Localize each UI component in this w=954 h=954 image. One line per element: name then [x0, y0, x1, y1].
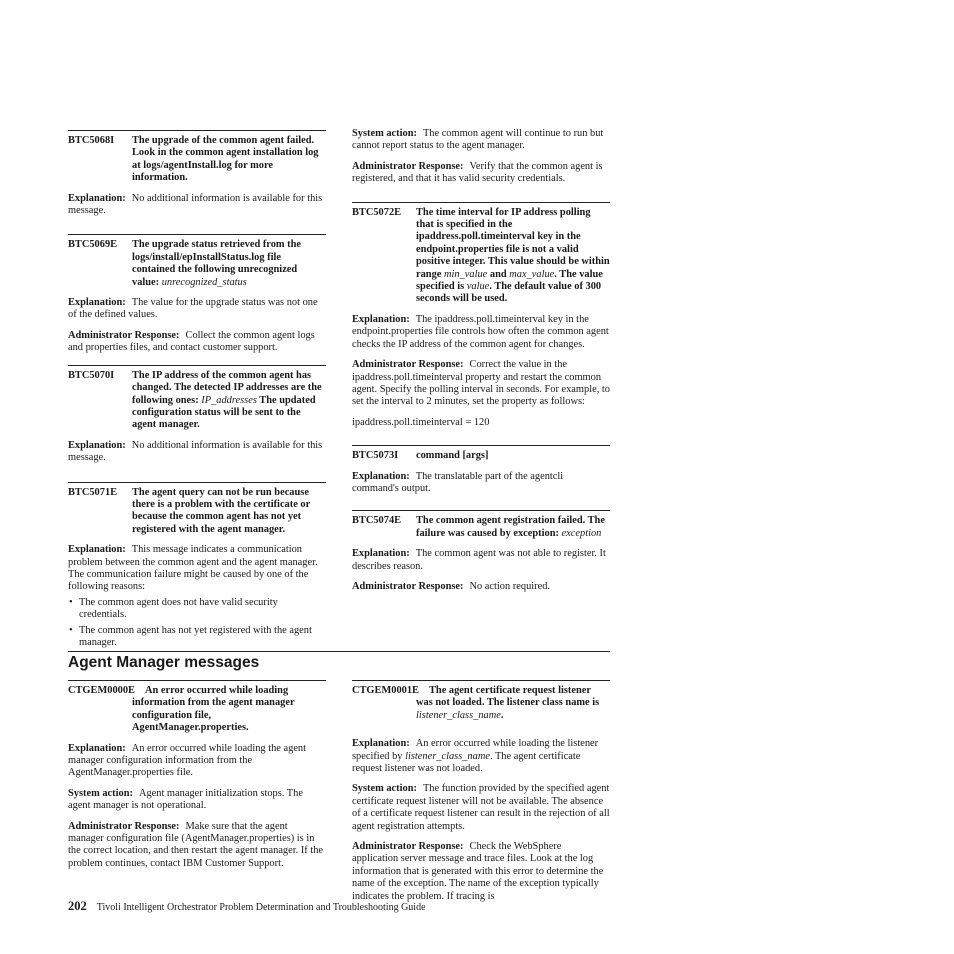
message-ctgem0000e [68, 680, 326, 870]
administrator-response: Administrator Response: Correct the value in the ipaddress.poll.timeinterval property and restart the common agent. Specify the polling interval in seconds. For example, to set the interval to 2 minutes, set the property as follows: [352, 359, 610, 408]
explanation: Explanation: The translatable part of the agentcli command's output. [352, 470, 564, 494]
explanation: Explanation: This message indicates a communication problem between the common agent and the agent manager. The communication failure might be caused by one of the following reasons: [68, 544, 318, 593]
left-column [68, 130, 326, 649]
page-footer [68, 900, 426, 914]
left-column-lower [68, 680, 326, 870]
message-btc5074e [352, 510, 610, 593]
message-id: BTC5071E [68, 486, 118, 498]
message-id: BTC5073I [352, 450, 399, 462]
section-divider [68, 651, 610, 652]
code-example: ipaddress.poll.timeinterval = 120 [352, 416, 490, 428]
message-id: CTGEM0000E [68, 685, 135, 696]
message-id: CTGEM0001E [352, 685, 419, 696]
message-title: The upgrade of the common agent failed. Look in the common agent installation log at logs/agentInstall.log for more information. [132, 135, 319, 184]
message-id: BTC5068I [68, 135, 115, 146]
message-title: command [args] [416, 450, 489, 462]
message-btc5071e-continued [352, 128, 610, 186]
explanation: Explanation: The ipaddress.poll.timeinterval key in the endpoint.properties file controls how often the common agent checks the IP address of the common agent for changes. [352, 313, 609, 350]
administrator-response: Administrator Response: Check the WebSphere application server message and trace files. Look at the log information that is generated with this error to determine the name of the exception. The name of the exception typically indicates the problem. If tracing is [352, 841, 604, 902]
right-column-lower [352, 680, 610, 903]
message-btc5072e [352, 202, 610, 430]
message-title: The time interval for IP address polling that is specified in the ipaddress.poll.timeinterval key in the endpoint.properties file is not a valid positive integer. This value should be within range min_value and max_value. The value specified is value. The default value of 300 seconds will be used. [416, 206, 610, 305]
message-btc5068i [68, 130, 326, 217]
message-id: BTC5074E [352, 515, 402, 527]
administrator-response: Administrator Response: Make sure that the agent manager configuration file (AgentManager.properties) is in the correct location, and then restart the agent manager. If the problem continues, contact IBM Customer Support. [68, 820, 324, 869]
system-action: System action: The common agent will continue to run but cannot report status to the agent manager. [352, 128, 604, 152]
message-id: BTC5070I [68, 369, 115, 381]
message-ctgem0001e [352, 680, 610, 903]
list-item: • The common agent has not yet registered with the agent manager. [79, 625, 326, 650]
message-title: The upgrade status retrieved from the logs/install/epInstallStatus.log file contained the following unrecognized value: unrecognized_status [132, 239, 302, 288]
list-item: • The common agent does not have valid security credentials. [79, 597, 326, 622]
explanation: Explanation: An error occurred while loading the listener specified by listener_class_name. The agent certificate request listener was not loaded. [352, 738, 599, 775]
reason-list [68, 597, 326, 650]
explanation: Explanation: No additional information is available for this message. [68, 192, 323, 217]
message-btc5070i [68, 365, 326, 465]
message-btc5071e [68, 482, 326, 650]
section-heading: Agent Manager messages [68, 654, 260, 671]
system-action: System action: The function provided by the specified agent certificate request listener will not be available. The absence of a certificate request listener can result in the rejection of all agent registration attempts. [352, 783, 610, 832]
message-title: The IP address of the common agent has changed. The detected IP addresses are the following ones: IP_addresses The updated configuration status will be sent to the agent manager. [132, 369, 322, 431]
message-id: BTC5072E [352, 206, 402, 218]
message-btc5073i [352, 445, 610, 495]
message-btc5069e [68, 234, 326, 354]
message-title: The agent query can not be run because there is a problem with the certificate or because the common agent has not yet registered with the agent manager. [132, 486, 311, 535]
system-action: System action: Agent manager initialization stops. The agent manager is not operational. [68, 787, 303, 812]
book-title: Tivoli Intelligent Orchestrator Problem Determination and Troubleshooting Guide [96, 902, 426, 913]
right-column [352, 128, 610, 593]
message-title: The common agent registration failed. The failure was caused by exception: exception [416, 515, 605, 539]
explanation: Explanation: No additional information is available for this message. [68, 439, 323, 464]
message-title: The agent certificate request listener was not loaded. The listener class name is listener_class_name. [416, 685, 600, 721]
administrator-response: Administrator Response: No action required. [352, 580, 551, 592]
page-number: 202 [68, 899, 87, 913]
explanation: Explanation: The common agent was not able to register. It describes reason. [352, 548, 606, 572]
explanation: Explanation: An error occurred while loading the agent manager configuration information from the AgentManager.properties file. [68, 742, 307, 779]
administrator-response: Administrator Response: Collect the common agent logs and properties files, and contact customer support. [68, 329, 315, 354]
administrator-response: Administrator Response: Verify that the common agent is registered, and that it has valid security credentials. [352, 160, 603, 185]
message-title: An error occurred while loading information from the agent manager configuration file, AgentManager.properties. [132, 685, 295, 734]
explanation: Explanation: The value for the upgrade status was not one of the defined values. [68, 297, 318, 321]
message-id: BTC5069E [68, 239, 118, 251]
